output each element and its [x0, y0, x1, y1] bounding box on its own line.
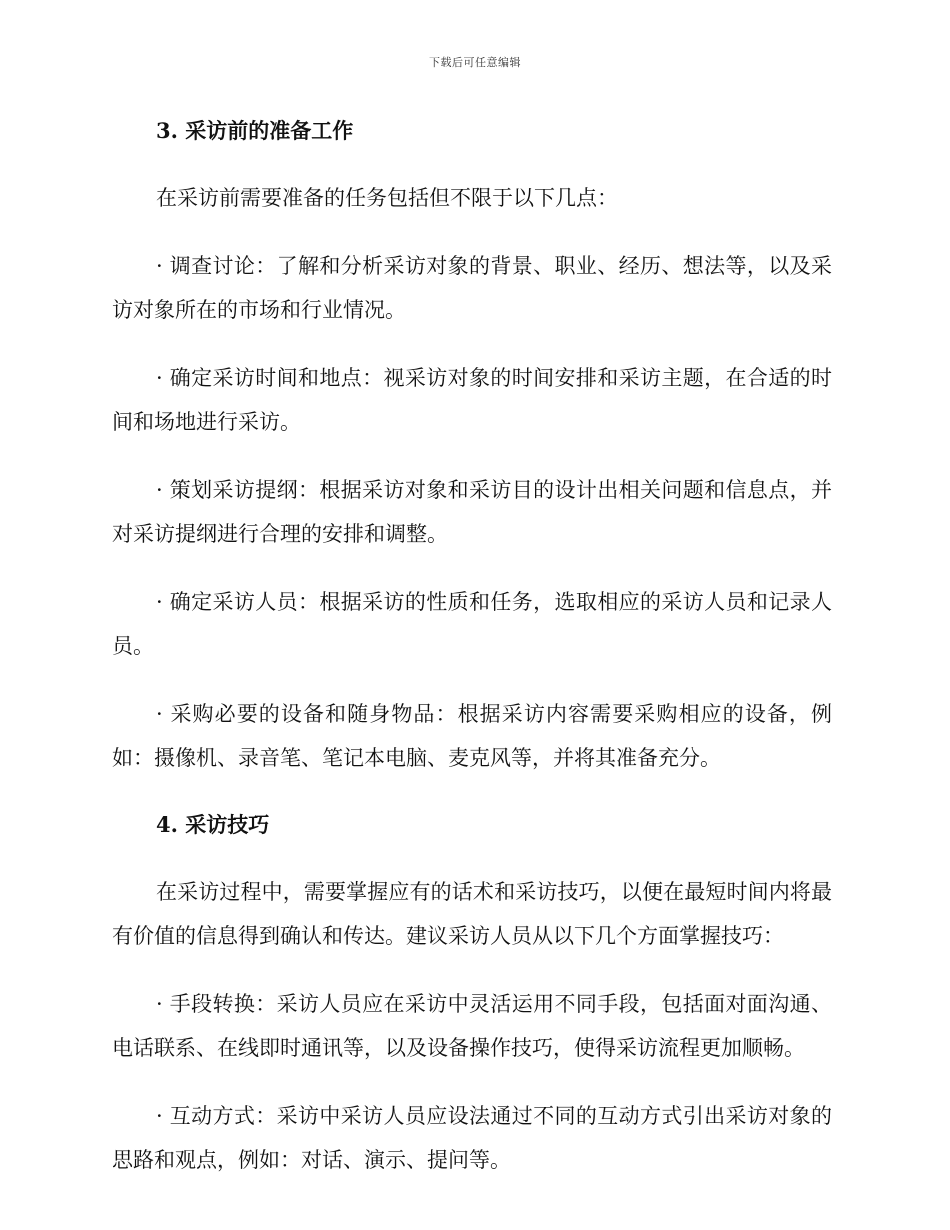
bullet-equipment: · 采购必要的设备和随身物品：根据采访内容需要采购相应的设备，例如：摄像机、录音笔、笔记本电脑、麦克风等，并将其准备充分。 — [112, 702, 832, 770]
bullet-research-discussion: · 调查讨论：了解和分析采访对象的背景、职业、经历、想法等，以及采访对象所在的市场和行业情况。 — [112, 254, 832, 322]
section-heading-preparation: 3. 采访前的准备工作 — [156, 118, 354, 143]
bullet-time-location: · 确定采访时间和地点：视采访对象的时间安排和采访主题，在合适的时间和场地进行采访。 — [112, 366, 832, 434]
section-heading-techniques: 4. 采访技巧 — [156, 812, 270, 837]
bullet-method-switching: · 手段转换：采访人员应在采访中灵活运用不同手段，包括面对面沟通、电话联系、在线即时通讯等，以及设备操作技巧，使得采访流程更加顺畅。 — [112, 992, 832, 1060]
bullet-interview-staff: · 确定采访人员：根据采访的性质和任务，选取相应的采访人员和记录人员。 — [112, 590, 832, 658]
document-body — [112, 110, 832, 1206]
paragraph-intro-techniques: 在采访过程中，需要掌握应有的话术和采访技巧，以便在最短时间内将最有价值的信息得到确认和传达。建议采访人员从以下几个方面掌握技巧： — [112, 880, 832, 948]
paragraph-intro-preparation: 在采访前需要准备的任务包括但不限于以下几点： — [156, 186, 618, 210]
bullet-interview-outline: · 策划采访提纲：根据采访对象和采访目的设计出相关问题和信息点，并对采访提纲进行合理的安排和调整。 — [112, 478, 832, 546]
page-header: 下载后可任意编辑 — [429, 56, 521, 69]
bullet-interaction-style: · 互动方式：采访中采访人员应设法通过不同的互动方式引出采访对象的思路和观点，例如：对话、演示、提问等。 — [112, 1104, 832, 1172]
